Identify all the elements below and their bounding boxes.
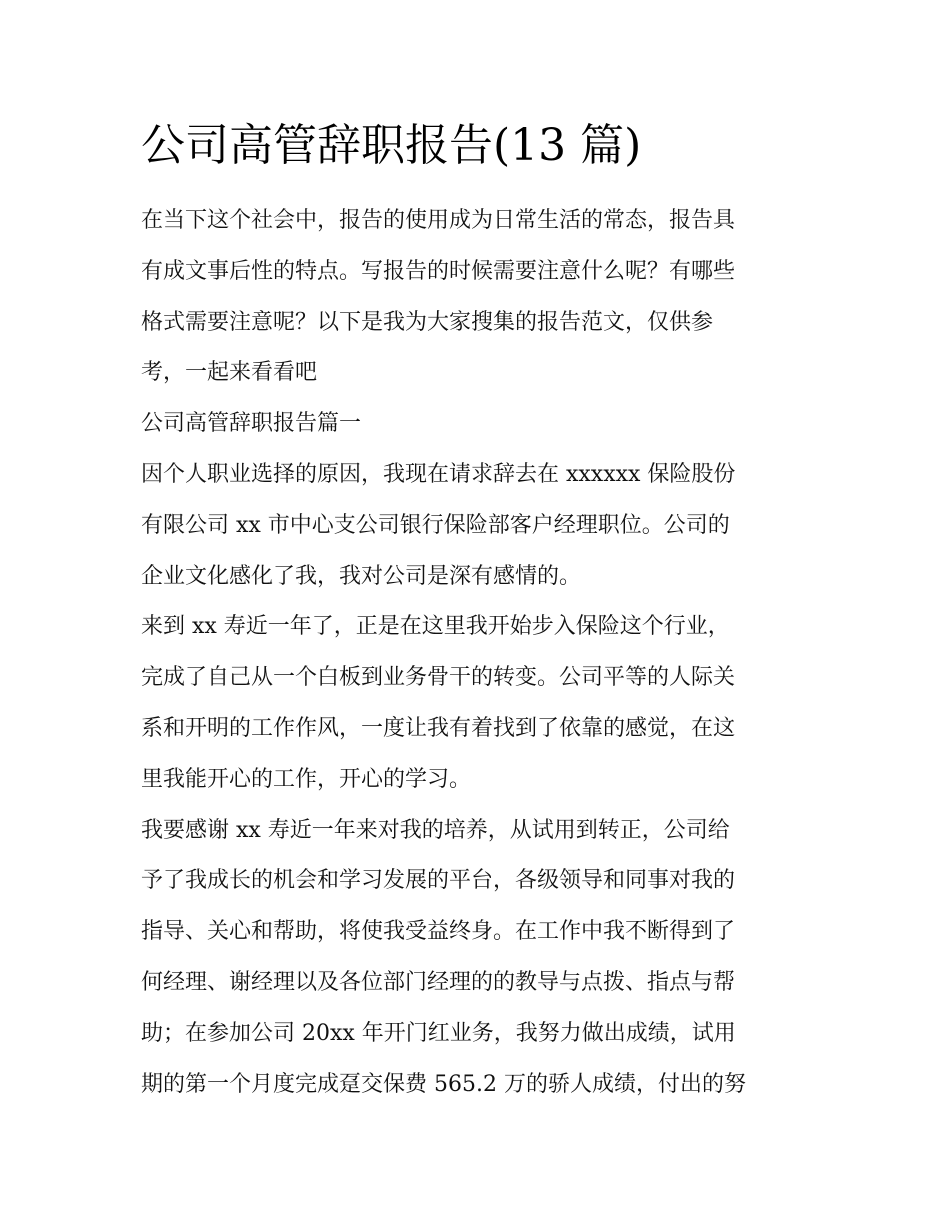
document-title: 公司高管辞职报告(13 篇) [141, 120, 642, 171]
paragraph-line: 完成了自己从一个白板到业务骨干的转变。公司平等的人际关 [141, 665, 736, 691]
paragraph-line: 我要感谢 xx 寿近一年来对我的培养，从试用到转正，公司给 [141, 817, 730, 843]
paragraph-line: 里我能开心的工作，开心的学习。 [141, 766, 472, 792]
section-heading: 公司高管辞职报告篇一 [141, 411, 362, 437]
paragraph-line: 何经理、谢经理以及各位部门经理的的教导与点拨、指点与帮 [141, 969, 736, 995]
paragraph-line: 企业文化感化了我，我对公司是深有感情的。 [141, 563, 582, 589]
intro-line-1: 在当下这个社会中，报告的使用成为日常生活的常态，报告具 [141, 208, 736, 233]
paragraph-line: 因个人职业选择的原因，我现在请求辞去在 xxxxxx 保险股份 [141, 461, 736, 487]
paragraph-line: 助；在参加公司 20xx 年开门红业务，我努力做出成绩，试用 [141, 1020, 736, 1046]
paragraph-line: 系和开明的工作作风，一度让我有着找到了依靠的感觉，在这 [141, 715, 736, 741]
paragraph-line: 来到 xx 寿近一年了，正是在这里我开始步入保险这个行业， [141, 614, 730, 640]
intro-line-3: 格式需要注意呢？以下是我为大家搜集的报告范文，仅供参 [141, 309, 714, 335]
intro-line-2: 有成文事后性的特点。写报告的时候需要注意什么呢？有哪些 [141, 258, 736, 284]
paragraph-line: 期的第一个月度完成趸交保费 565.2 万的骄人成绩，付出的努 [141, 1071, 746, 1097]
intro-line-4: 考，一起来看看吧 [141, 360, 318, 386]
document-body [141, 196, 813, 1110]
paragraph-line: 有限公司 xx 市中心支公司银行保险部客户经理职位。公司的 [141, 512, 730, 538]
paragraph-line: 予了我成长的机会和学习发展的平台，各级领导和同事对我的 [141, 868, 736, 894]
paragraph-line: 指导、关心和帮助，将使我受益终身。在工作中我不断得到了 [141, 919, 736, 945]
